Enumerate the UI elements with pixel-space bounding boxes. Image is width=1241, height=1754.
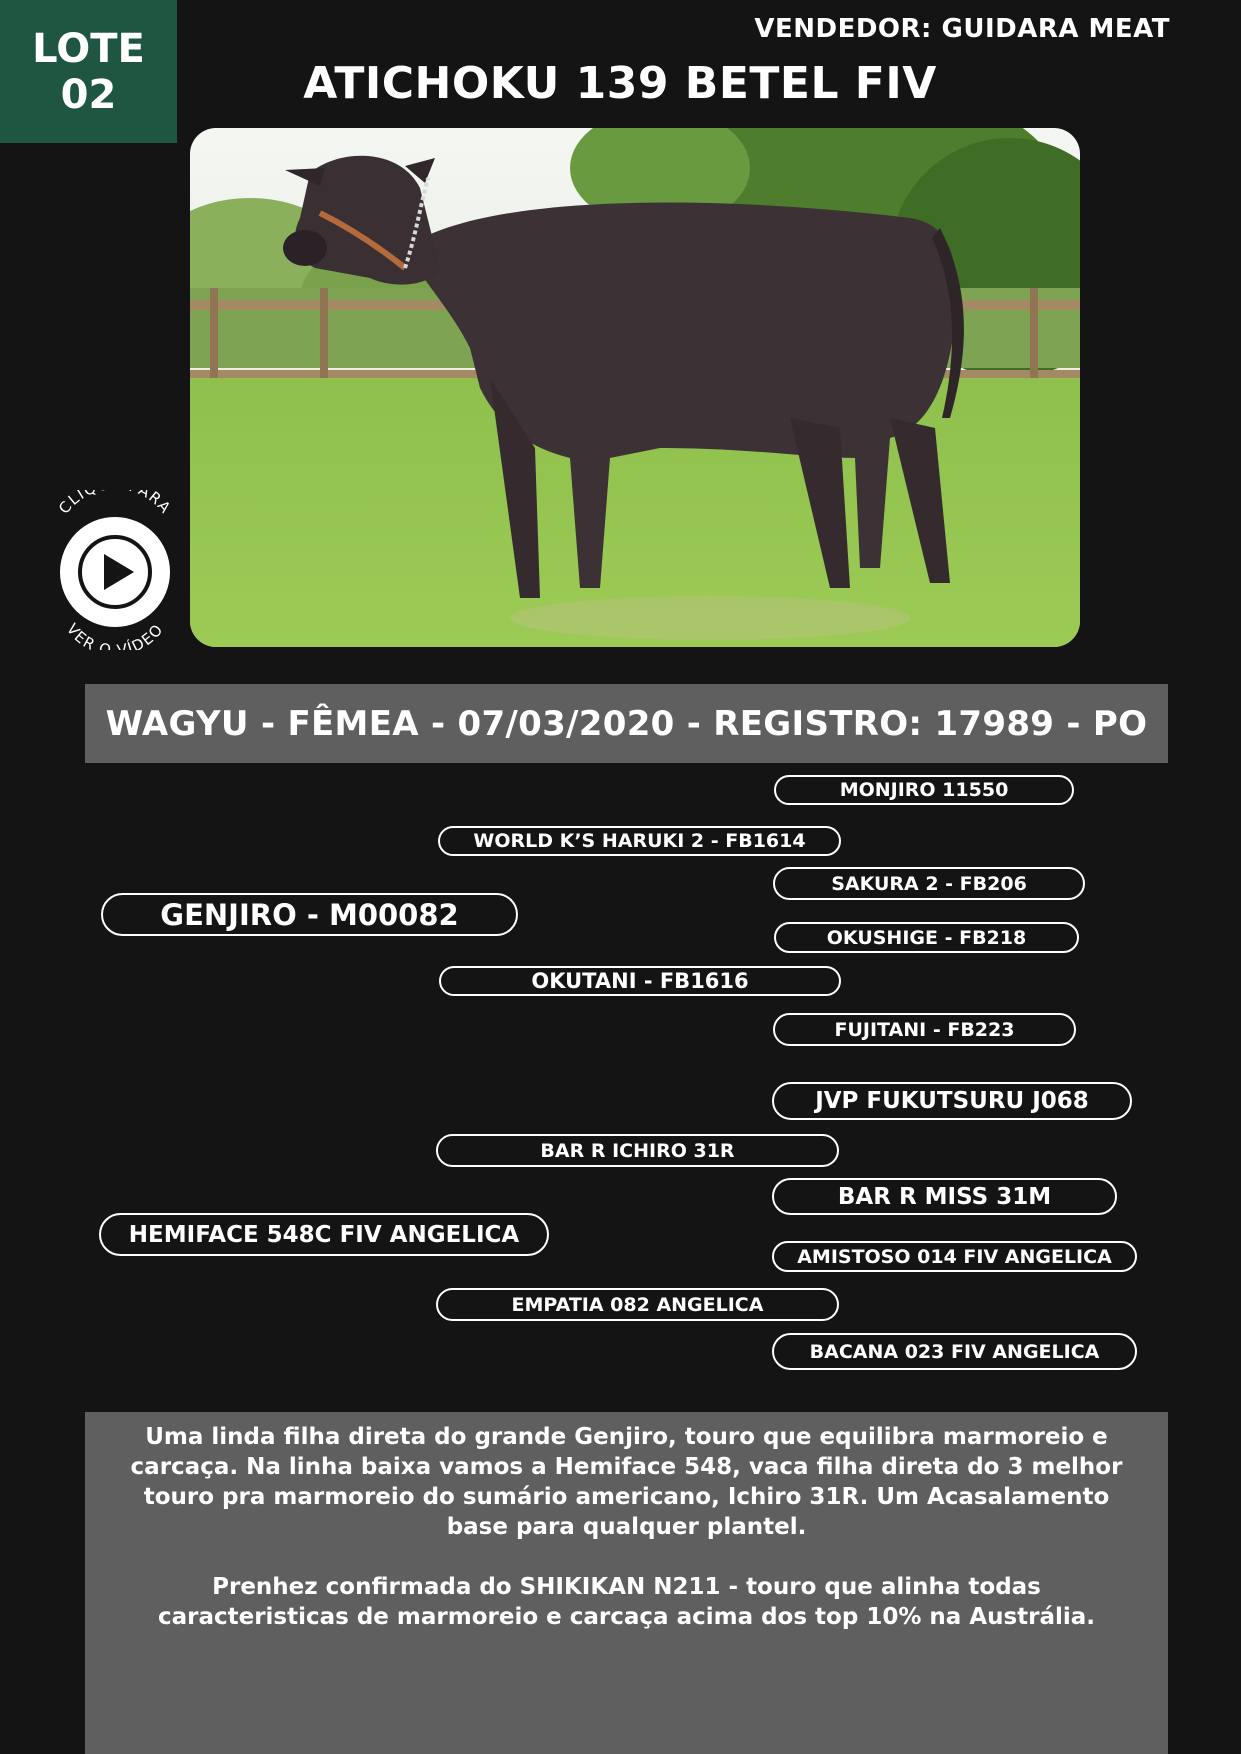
video-bottom-text: VER O VÍDEO: [62, 620, 168, 650]
pedigree-dam-dam-dam: BACANA 023 FIV ANGELICA: [772, 1333, 1137, 1370]
description-panel: [85, 1412, 1168, 1754]
video-top-text: CLI ARA: [55, 490, 175, 518]
pedigree-dam-sire: BAR R ICHIRO 31R: [436, 1134, 839, 1167]
pedigree-dam-sire-sire: JVP FUKUTSURU J068: [772, 1082, 1132, 1120]
pedigree-dam-dam: EMPATIA 082 ANGELICA: [436, 1288, 839, 1321]
pedigree-sire: GENJIRO - M00082: [101, 893, 518, 936]
description-paragraph-1: Uma linda filha direta do grande Genjiro, touro que equilibra marmoreio e carcaça. Na linha baixa vamos a Hemiface 548, vaca filha direta do 3 melhor touro pra marmoreio do sumário americano, Ichiro 31R. Um Acasalamento base para qualquer plantel.: [130, 1424, 1123, 1540]
cow-photo: [190, 128, 1080, 647]
pedigree-dam-sire-dam: BAR R MISS 31M: [772, 1178, 1117, 1215]
lot-label: LOTE: [32, 25, 145, 72]
pedigree-sire-sire: WORLD K’S HARUKI 2 - FB1614: [438, 826, 841, 856]
description-paragraph-2: Prenhez confirmada do SHIKIKAN N211 - touro que alinha todas caracteristicas de marmoreio e carcaça acima dos top 10% na Austrália.: [157, 1574, 1096, 1630]
pedigree-sire-sire-sire: MONJIRO 11550: [774, 775, 1074, 805]
seller-label: VENDEDOR: GUIDARA MEAT: [754, 14, 1170, 44]
lot-number: 02: [60, 71, 117, 118]
lot-badge: [0, 0, 177, 143]
breed-info-bar: WAGYU - FÊMEA - 07/03/2020 - REGISTRO: 17989 - PO: [85, 684, 1168, 763]
watch-video-button[interactable]: [42, 490, 188, 650]
pedigree-sire-dam-dam: FUJITANI - FB223: [773, 1013, 1076, 1046]
animal-title: ATICHOKU 139 BETEL FIV: [303, 58, 937, 109]
pedigree-sire-dam-sire: OKUSHIGE - FB218: [774, 922, 1079, 953]
pedigree-sire-dam: OKUTANI - FB1616: [439, 966, 841, 996]
pedigree-dam-dam-sire: AMISTOSO 014 FIV ANGELICA: [772, 1241, 1137, 1272]
pedigree-sire-sire-dam: SAKURA 2 - FB206: [773, 867, 1085, 900]
pedigree-dam: HEMIFACE 548C FIV ANGELICA: [99, 1213, 549, 1256]
